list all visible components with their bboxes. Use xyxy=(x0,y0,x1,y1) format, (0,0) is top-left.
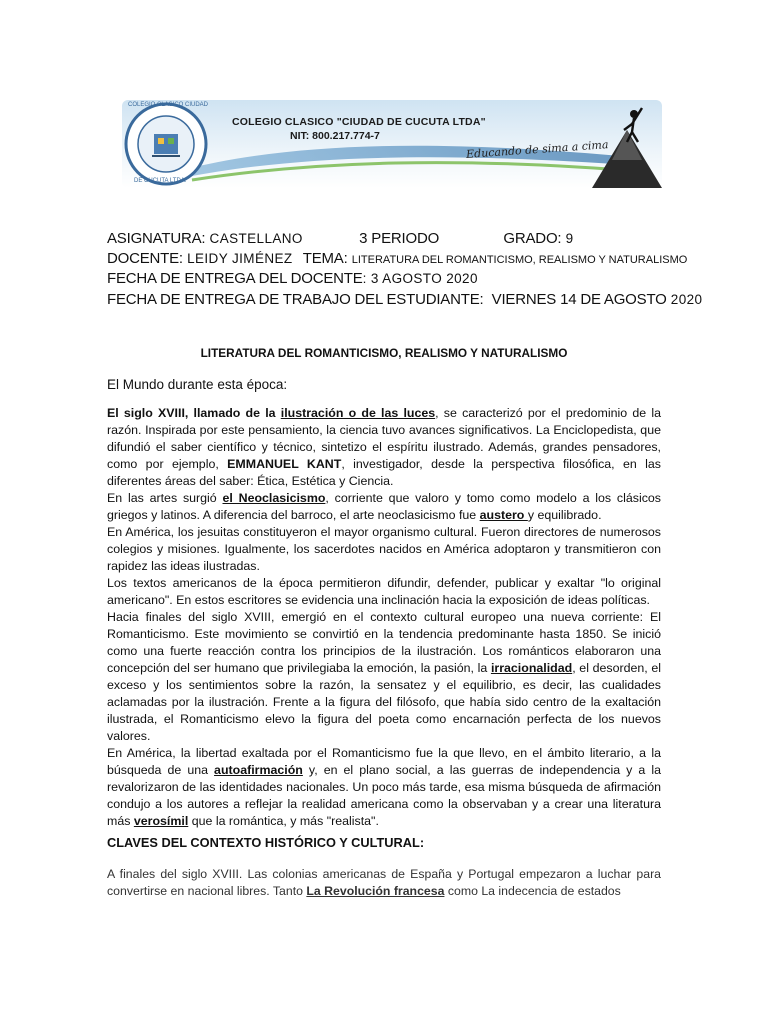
meta-line-asignatura xyxy=(107,230,573,247)
meta-line-entrega-estudiante xyxy=(107,291,702,308)
asignatura-label: ASIGNATURA: xyxy=(107,230,206,247)
p1-text-c: , investigador, desde la perspectiva filosófica, en las diferentes áreas del saber: Ética, Estética y Ciencia. xyxy=(107,457,661,488)
p1-bold: EMMANUEL KANT xyxy=(227,457,342,471)
p2-text-c: y equilibrado. xyxy=(527,508,602,522)
school-seal-icon xyxy=(126,102,209,184)
entrega-docente-label: FECHA DE ENTREGA DEL DOCENTE xyxy=(107,270,363,287)
p2-text-a: En las artes surgió xyxy=(107,491,223,505)
p1-text-b: , se caracterizó por el predominio de la razón. Inspirada por este pensamiento, la ciencia tuvo avances significativos. La Enciclopedista, que difundió el saber científico y técnico, sintetizo el espíritu ilustrado. Además, grandes pensadores, como por ejemplo, xyxy=(107,406,661,471)
paragraph-6 xyxy=(107,745,661,830)
entrega-docente-value: : 3 AGOSTO 2020 xyxy=(362,271,478,286)
periodo: 3 PERIODO xyxy=(359,230,440,247)
meta-line-docente xyxy=(107,250,687,267)
final-text-b: como La indecencia de estados xyxy=(444,884,621,898)
paragraph-3: En América, los jesuitas constituyeron el mayor organismo cultural. Fueron directores de numerosos colegios y misiones. Igualmente, los sacerdotes nacidos en América adoptaron y transmitieron con rapidez las ideas ilustradas. xyxy=(107,525,661,573)
p5-underline: irracionalidad xyxy=(490,661,573,675)
p6-underline: autoafirmación xyxy=(214,763,303,777)
p1-underline: ilustración o de las luces xyxy=(280,406,436,420)
p6-text-a: En América, la libertad exaltada por el Romanticismo fue la que llevo, en el ámbito literario, a la búsqueda de una xyxy=(107,746,661,777)
p6-text-b: y, en el plano social, a las guerras de independencia y a la revalorizaron de las identidades nacionales. Un poco más tarde, esa misma búsqueda de afirmación condujo a los autores a reflejar la realidad americana como la observaban y a crear una literatura más xyxy=(107,763,661,828)
tema-value: LITERATURA DEL ROMANTICISMO, REALISMO Y NATURALISMO xyxy=(351,254,688,266)
paragraph-1 xyxy=(107,405,661,490)
p1-text-a: El siglo XVIII, llamado de la xyxy=(107,406,281,420)
entrega-estudiante-year: 2020 xyxy=(670,292,703,307)
p5-text-b: , el desorden, el exceso y los sentimientos sobre la razón, la sensatez y el equilibrio, es decir, las cualidades aclamadas por la ilustración. Frente a la figura del filósofo, que había sido centro de la exaltación ilustrada, el Romanticismo elevo la figura del poeta como encarnación perfecta de los nuevos valores. xyxy=(107,661,662,743)
school-nit: NIT: 800.217.774-7 xyxy=(290,130,380,142)
tema-label: TEMA: xyxy=(302,250,348,267)
section-title: LITERATURA DEL ROMANTICISMO, REALISMO Y NATURALISMO xyxy=(200,346,568,360)
p6-underline-2: verosímil xyxy=(133,814,189,828)
school-motto: Educando de sima a cima xyxy=(465,138,609,161)
entrega-estudiante-label: FECHA DE ENTREGA DE TRABAJO DEL ESTUDIANTE: xyxy=(107,291,484,308)
body-text xyxy=(107,405,661,830)
grado-value: 9 xyxy=(565,231,574,246)
school-name: COLEGIO CLASICO "CIUDAD DE CUCUTA LTDA" xyxy=(232,116,486,128)
entrega-estudiante-day: VIERNES 14 DE AGOSTO xyxy=(491,291,667,308)
section-subtitle: El Mundo durante esta época: xyxy=(107,377,288,392)
meta-line-entrega-docente xyxy=(107,270,478,287)
p5-text-a: Hacia finales del siglo XVIII, emergió en el contexto cultural europeo una nueva corriente: El Romanticismo. Este movimiento se convirtió en la tendencia predominante hasta 1850. Se inició como una fuerte reacción contra los principios de la ilustración. Los románticos elaboraron una concepción del ser humano que privilegiaba la emoción, la pasión, la xyxy=(107,610,661,675)
paragraph-5 xyxy=(107,609,661,745)
claves-title: CLAVES DEL CONTEXTO HISTÓRICO Y CULTURAL: xyxy=(107,835,425,850)
final-underline: La Revolución francesa xyxy=(306,884,445,898)
seal-caption: DE CUCUTA LTDA. xyxy=(134,178,187,184)
asignatura-value: CASTELLANO xyxy=(209,231,303,246)
docente-label: DOCENTE: xyxy=(107,250,183,267)
paragraph-2 xyxy=(107,490,661,524)
p2-underline-2: austero xyxy=(479,508,528,522)
p2-underline: el Neoclasicismo xyxy=(222,491,326,505)
final-text-a: A finales del siglo XVIII. Las colonias americanas de España y Portugal empezaron a luchar para convertirse en nacional libres. Tanto xyxy=(107,867,661,898)
seal-caption-top: COLEGIO CLASICO CIUDAD xyxy=(128,102,209,108)
docente-value: LEIDY JIMÉNEZ xyxy=(187,251,293,266)
paragraph-4: Los textos americanos de la época permitieron difundir, defender, publicar y exaltar "lo original americano". En estos escritores se evidencia una inclinación hacia la exposición de ideas políticas. xyxy=(107,576,661,607)
final-paragraph xyxy=(107,866,661,900)
p2-text-b: , corriente que valoro y tomo como modelo a los clásicos griegos y latinos. A diferencia del barroco, el arte neoclasicismo fue xyxy=(107,491,661,522)
grado-label: GRADO: xyxy=(503,230,562,247)
p6-text-c: que la romántica, y más "realista". xyxy=(188,814,379,828)
